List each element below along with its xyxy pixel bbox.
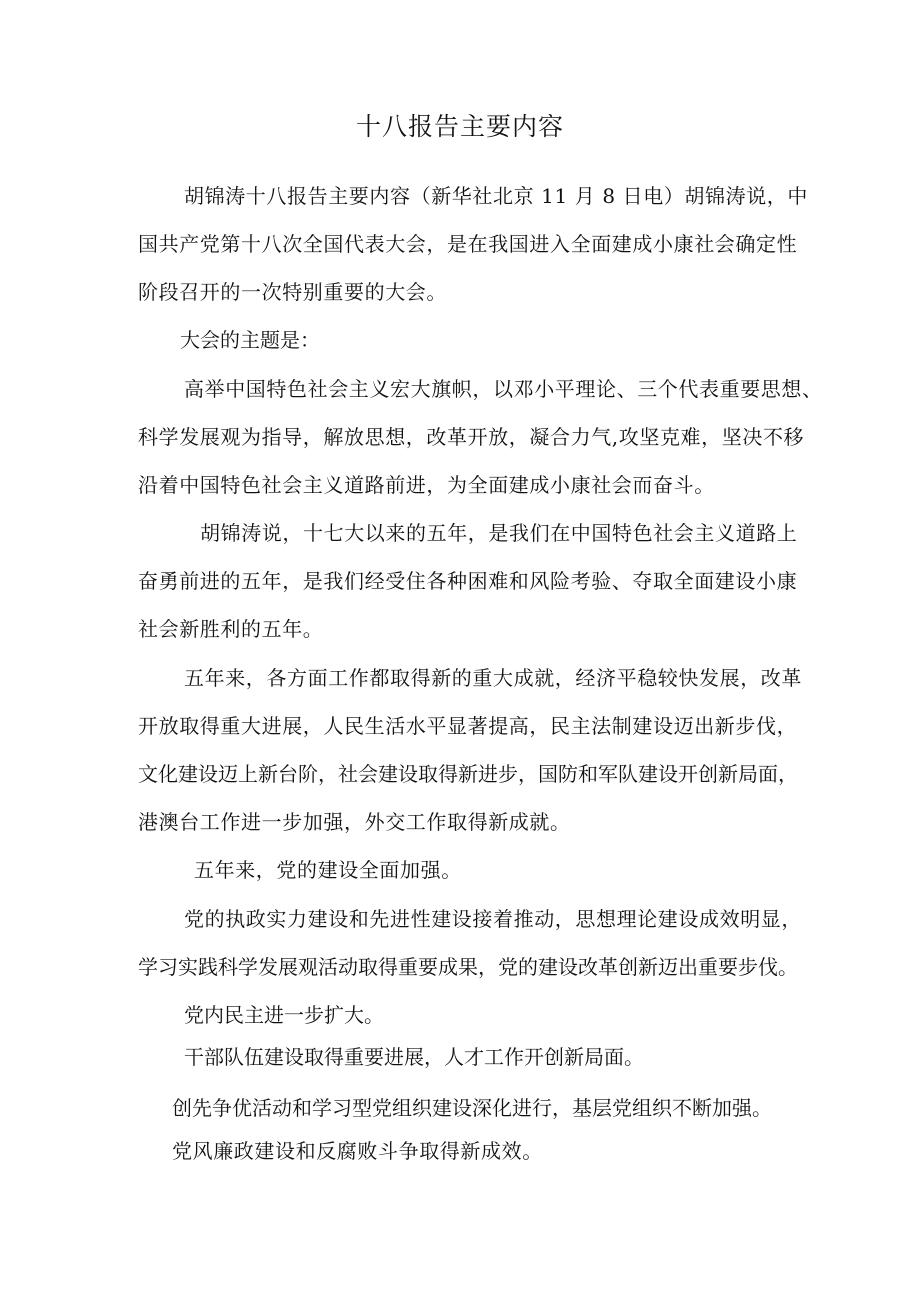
paragraph-line: 科学发展观为指导，解放思想，改革开放，凝合力气,攻坚克难，坚决不移 xyxy=(138,425,805,449)
paragraph-line: 高举中国特色社会主义宏大旗帜，以邓小平理论、三个代表重要思想、 xyxy=(184,377,823,401)
paragraph-line: 大会的主题是： xyxy=(180,328,320,352)
paragraph-line: 干部队伍建设取得重要进展，人才工作开创新局面。 xyxy=(184,1045,644,1069)
paragraph-line: 胡锦涛十八报告主要内容（新华社北京 11 月 8 日电）胡锦涛说，中 xyxy=(184,184,809,208)
paragraph-line: 五年来，各方面工作都取得新的重大成就，经济平稳较快发展，改革 xyxy=(184,666,802,690)
paragraph-line: 港澳台工作进一步加强，外交工作取得新成就。 xyxy=(138,810,571,834)
paragraph-line: 沿着中国特色社会主义道路前进，为全面建成小康社会而奋斗。 xyxy=(138,473,715,497)
paragraph-line: 社会新胜利的五年。 xyxy=(138,617,324,641)
document-title: 十八报告主要内容 xyxy=(355,112,564,141)
paragraph-line: 党风廉政建设和反腐败斗争取得新成效。 xyxy=(172,1139,543,1163)
paragraph-line: 国共产党第十八次全国代表大会，是在我国进入全面建成小康社会确定性 xyxy=(138,232,798,256)
paragraph-line: 奋勇前进的五年，是我们经受住各种困难和风险考验、夺取全面建设小康 xyxy=(138,569,798,593)
paragraph-line: 党的执政实力建设和先进性建设接着推动，思想理论建设成效明显， xyxy=(184,907,802,931)
paragraph-line: 学习实践科学发展观活动取得重要成果，党的建设改革创新迈出重要步伐。 xyxy=(138,955,798,979)
paragraph-line: 党内民主进一步扩大。 xyxy=(184,1003,384,1027)
paragraph-line: 创先争优活动和学习型党组织建设深化进行，基层党组织不断加强。 xyxy=(172,1096,772,1120)
paragraph-line: 胡锦涛说，十七大以来的五年，是我们在中国特色社会主义道路上 xyxy=(200,521,798,545)
paragraph-line: 开放取得重大进展，人民生活水平显著提高，民主法制建设迈出新步伐， xyxy=(138,714,798,738)
paragraph-line: 文化建设迈上新台阶，社会建设取得新进步，国防和军队建设开创新局面， xyxy=(138,762,798,786)
paragraph-line: 五年来，党的建设全面加强。 xyxy=(194,858,462,882)
paragraph-line: 阶段召开的一次特别重要的大会。 xyxy=(138,280,447,304)
